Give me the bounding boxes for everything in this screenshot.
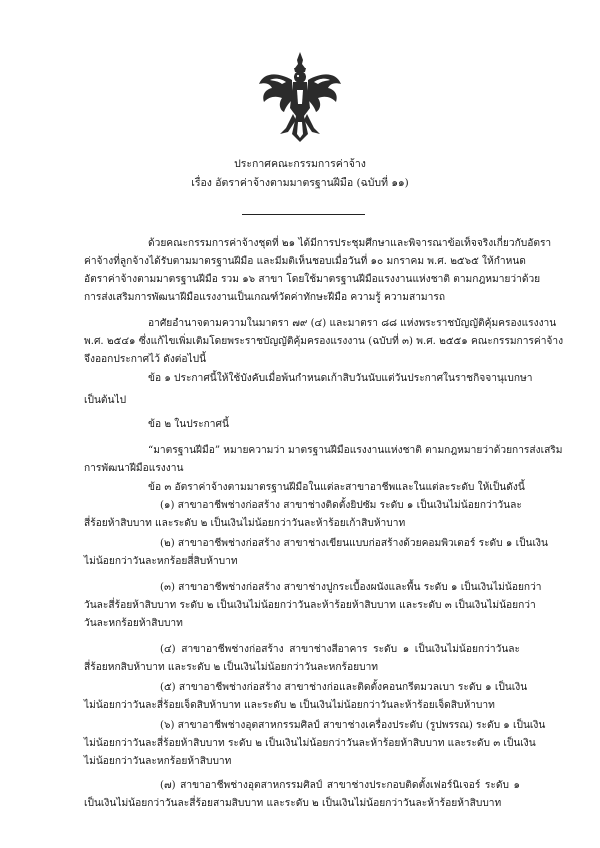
body-line: ไม่น้อยกว่าวันละหกร้อยห้าสิบบาท [84,756,232,767]
announcement-title: ประกาศคณะกรรมการค่าจ้าง [234,158,366,170]
item-4: (๔) สาขาอาชีพช่างก่อสร้าง สาขาช่างสีอาคาร ระดับ ๑ เป็นเงินไม่น้อยกว่าวันละ [160,644,520,655]
body-line: เป็นต้นไป [84,395,127,406]
item-3: (๓) สาขาอาชีพช่างก่อสร้าง สาขาช่างปูกระเบื้องผนังและพื้น ระดับ ๑ เป็นเงินไม่น้อยกว่า [160,582,542,593]
body-line: วันละสี่ร้อยห้าสิบบาท ระดับ ๒ เป็นเงินไม่น้อยกว่าวันละห้าร้อยห้าสิบบาท และระดับ ๓ เป็นเงินไม่น้อยกว่า [84,600,536,611]
item-7: (๗) สาขาอาชีพช่างอุตสาหกรรมศิลป์ สาขาช่างประกอบติดตั้งเฟอร์นิเจอร์ ระดับ ๑ [160,780,520,791]
body-line: พ.ศ. ๒๕๔๑ ซึ่งแก้ไขเพิ่มเติมโดยพระราชบัญญัติคุ้มครองแรงงาน (ฉบับที่ ๓) พ.ศ. ๒๕๕๑ คณะกรรมการค่าจ้าง [84,336,564,347]
body-line: ไม่น้อยกว่าวันละหกร้อยสี่สิบห้าบาท [84,556,238,567]
body-line: การส่งเสริมการพัฒนาฝีมือแรงงานเป็นเกณฑ์วัดค่าทักษะฝีมือ ความรู้ ความสามารถ [84,292,445,303]
body-line: สี่ร้อยห้าสิบบาท และระดับ ๒ เป็นเงินไม่น้อยกว่าวันละห้าร้อยเก้าสิบห้าบาท [84,518,406,529]
body-line: ด้วยคณะกรรมการค่าจ้างชุดที่ ๒๑ ได้มีการประชุมศึกษาและพิจารณาข้อเท็จจริงเกี่ยวกับอัตรา [148,238,552,249]
item-6: (๖) สาขาอาชีพช่างอุตสาหกรรมศิลป์ สาขาช่างเครื่องประดับ (รูปพรรณ) ระดับ ๑ เป็นเงิน [160,720,546,731]
body-line: อาศัยอำนาจตามความในมาตรา ๗๙ (๔) และมาตรา ๘๘ แห่งพระราชบัญญัติคุ้มครองแรงงาน [148,318,557,329]
body-line: ค่าจ้างที่ลูกจ้างได้รับตามมาตรฐานฝีมือ และมีมติเห็นชอบเมื่อวันที่ ๑๐ มกราคม พ.ศ. ๒๕๖๕ ให้กำหนด [84,256,526,267]
body-line: ไม่น้อยกว่าวันละสี่ร้อยเจ็ดสิบห้าบาท และระดับ ๒ เป็นเงินไม่น้อยกว่าวันละห้าร้อยเจ็ดสิบห้าบาท [84,700,495,711]
body-line: จึงออกประกาศไว้ ดังต่อไปนี้ [84,354,207,365]
item-2: (๒) สาขาอาชีพช่างก่อสร้าง สาขาช่างเขียนแบบก่อสร้างด้วยคอมพิวเตอร์ ระดับ ๑ เป็นเงิน [160,538,548,549]
body-line: สี่ร้อยหกสิบห้าบาท และระดับ ๒ เป็นเงินไม่น้อยกว่าวันละหกร้อยบาท [84,662,378,673]
clause-1: ข้อ ๑ ประกาศนี้ให้ใช้บังคับเมื่อพ้นกำหนดเก้าสิบวันนับแต่วันประกาศในราชกิจจานุเบกษา [148,373,533,384]
clause-2: ข้อ ๒ ในประกาศนี้ [148,419,229,430]
title-divider [242,214,365,215]
body-line: วันละหกร้อยห้าสิบบาท [84,618,183,629]
body-line: เป็นเงินไม่น้อยกว่าวันละสี่ร้อยสามสิบบาท และระดับ ๒ เป็นเงินไม่น้อยกว่าวันละห้าร้อยห้าสิบบาท [84,798,502,809]
item-1: (๑) สาขาอาชีพช่างก่อสร้าง สาขาช่างติดตั้งยิปซัม ระดับ ๑ เป็นเงินไม่น้อยกว่าวันละ [160,500,522,511]
item-5: (๕) สาขาอาชีพช่างก่อสร้าง สาขาช่างก่อและติดตั้งคอนกรีตมวลเบา ระดับ ๑ เป็นเงิน [160,682,528,693]
clause-3: ข้อ ๓ อัตราค่าจ้างตามมาตรฐานฝีมือในแต่ละสาขาอาชีพและในแต่ละระดับ ให้เป็นดังนี้ [148,482,525,493]
body-line: อัตราค่าจ้างตามมาตรฐานฝีมือ รวม ๑๖ สาขา โดยใช้มาตรฐานฝีมือแรงงานแห่งชาติ ตามกฎหมายว่าด้วย [84,274,541,285]
garuda-emblem-icon [258,50,342,144]
body-line: “มาตรฐานฝีมือ” หมายความว่า มาตรฐานฝีมือแรงงานแห่งชาติ ตามกฎหมายว่าด้วยการส่งเสริม [148,445,563,456]
body-line: การพัฒนาฝีมือแรงงาน [84,463,184,474]
announcement-subject: เรื่อง อัตราค่าจ้างตามมาตรฐานฝีมือ (ฉบับที่ ๑๑) [191,177,409,189]
body-line: ไม่น้อยกว่าวันละสี่ร้อยห้าสิบบาท ระดับ ๒ เป็นเงินไม่น้อยกว่าวันละห้าร้อยห้าสิบบาท และระดับ ๓ เป็นเงิน [84,738,536,749]
